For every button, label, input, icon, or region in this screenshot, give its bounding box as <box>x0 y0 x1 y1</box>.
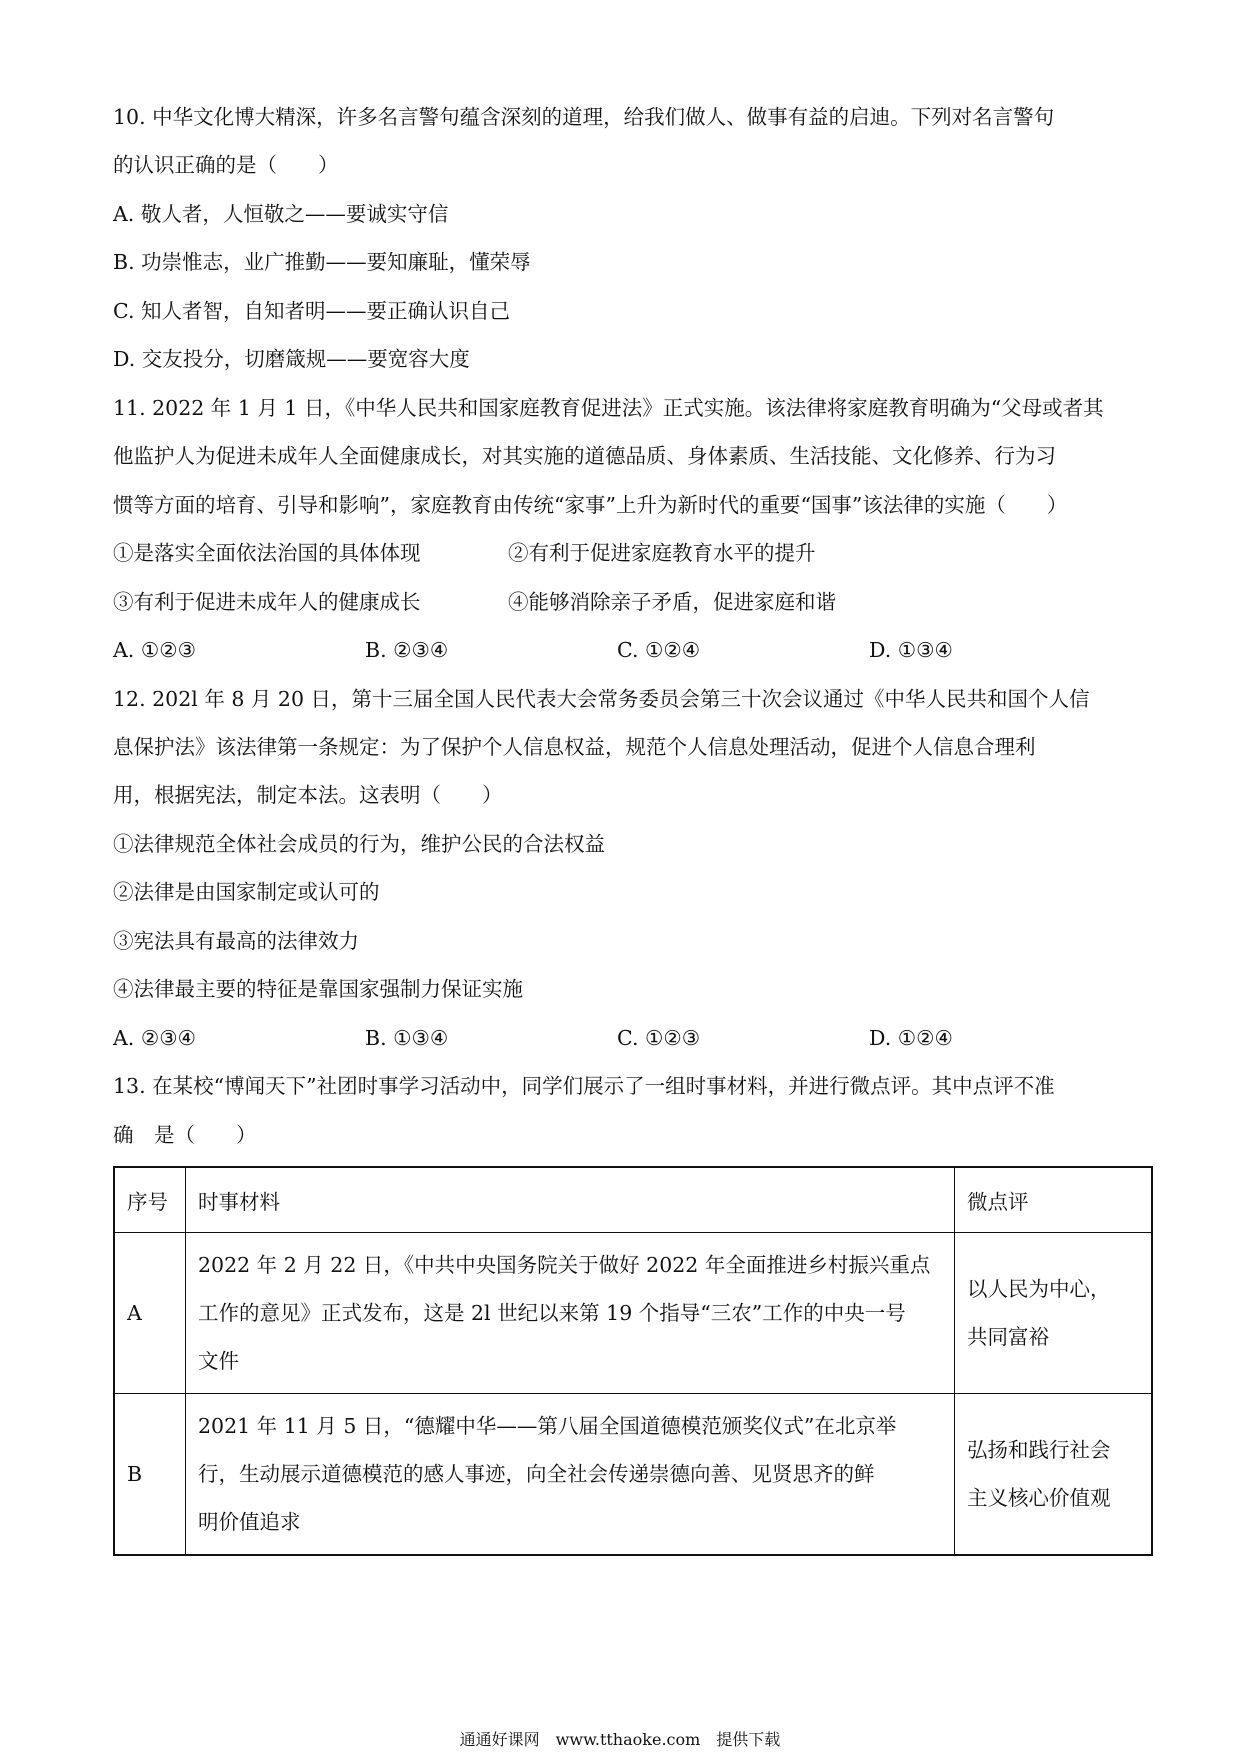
footer-source: 通通好课网 www.tthaoke.com 提供下载 <box>459 1730 781 1749</box>
current-events-table <box>113 1166 1153 1556</box>
q11-statement-4: ④能够消除亲子矛盾，促进家庭和谐 <box>508 590 836 614</box>
q12-statement-2: ②法律是由国家制定或认可的 <box>113 880 380 904</box>
q11-option-b: B. ②③④ <box>365 638 449 662</box>
row-a-comment <box>955 1233 1153 1394</box>
q11-stem-line1: 11. 2022 年 1 月 1 日，《中华人民共和国家庭教育促进法》正式实施。该法律将家庭教育明确为“父母或者其 <box>113 396 1104 420</box>
q10-option-b: B. 功崇惟志，业广推勤——要知廉耻，懂荣辱 <box>113 250 531 274</box>
row-a-material-line: 文件 <box>198 1349 239 1373</box>
q12-statement-4: ④法律最主要的特征是靠国家强制力保证实施 <box>113 977 523 1001</box>
row-b-material-line: 行，生动展示道德模范的感人事迹，向全社会传递崇德向善、见贤思齐的鲜 <box>198 1462 875 1486</box>
row-b-id: B <box>114 1394 186 1556</box>
table-row <box>114 1233 1152 1394</box>
q12-statement-1: ①法律规范全体社会成员的行为，维护公民的合法权益 <box>113 832 605 856</box>
q10-option-c: C. 知人者智，自知者明——要正确认识自己 <box>113 299 510 323</box>
q12-option-a: A. ②③④ <box>113 1026 196 1050</box>
q13-stem-line1: 13. 在某校“博闻天下”社团时事学习活动中，同学们展示了一组时事材料，并进行微点评。其中点评不准 <box>113 1074 1055 1098</box>
row-b-comment <box>955 1394 1153 1556</box>
q11-stem-line2: 他监护人为促进未成年人全面健康成长，对其实施的道德品质、身体素质、生活技能、文化修养、行为习 <box>113 444 1056 468</box>
table-header-material: 时事材料 <box>186 1167 955 1233</box>
q13-stem-line2: 确 是（ ） <box>113 1123 257 1147</box>
row-b-comment-line: 主义核心价值观 <box>967 1486 1111 1510</box>
row-b-comment-line: 弘扬和践行社会 <box>967 1438 1111 1462</box>
q11-statement-3: ③有利于促进未成年人的健康成长 <box>113 590 421 614</box>
q10-stem-line1: 10. 中华文化博大精深，许多名言警句蕴含深刻的道理，给我们做人、做事有益的启迪。下列对名言警句 <box>113 105 1055 129</box>
q12-stem-line2: 息保护法》该法律第一条规定：为了保护个人信息权益，规范个人信息处理活动，促进个人信息合理利 <box>113 735 1036 759</box>
table-header-id: 序号 <box>114 1167 186 1233</box>
q10-option-d: D. 交友投分，切磨箴规——要宽容大度 <box>113 347 470 371</box>
q12-stem-line3: 用，根据宪法，制定本法。这表明（ ） <box>113 783 503 807</box>
row-a-comment-line: 共同富裕 <box>967 1325 1049 1349</box>
row-a-material-line: 2022 年 2 月 22 日，《中共中央国务院关于做好 2022 年全面推进乡村振兴重点 <box>198 1253 931 1277</box>
q11-option-a: A. ①②③ <box>113 638 196 662</box>
q12-stem-line1: 12. 202l 年 8 月 20 日，第十三届全国人民代表大会常务委员会第三十次会议通过《中华人民共和国个人信 <box>113 687 1090 711</box>
q12-option-b: B. ①③④ <box>365 1026 449 1050</box>
row-a-comment-line: 以人民为中心， <box>967 1277 1111 1301</box>
q11-option-c: C. ①②④ <box>617 638 701 662</box>
row-a-id: A <box>114 1233 186 1394</box>
row-b-material-line: 2021 年 11 月 5 日，“德耀中华——第八届全国道德模范颁奖仪式”在北京举 <box>198 1414 897 1438</box>
row-b-material <box>186 1394 955 1556</box>
q12-statement-3: ③宪法具有最高的法律效力 <box>113 929 359 953</box>
q11-statement-2: ②有利于促进家庭教育水平的提升 <box>508 541 816 565</box>
q12-option-d: D. ①②④ <box>869 1026 953 1050</box>
q10-option-a: A. 敬人者，人恒敬之——要诚实守信 <box>113 202 449 226</box>
q11-stem-line3: 惯等方面的培育、引导和影响”，家庭教育由传统“家事”上升为新时代的重要“国事”该法律的实施（ ） <box>113 493 1068 517</box>
q11-option-d: D. ①③④ <box>869 638 953 662</box>
table-row <box>114 1394 1152 1556</box>
q11-statement-1: ①是落实全面依法治国的具体体现 <box>113 541 421 565</box>
table-header-row <box>114 1167 1152 1233</box>
row-a-material <box>186 1233 955 1394</box>
q10-stem-line2: 的认识正确的是（ ） <box>113 153 339 177</box>
q12-option-c: C. ①②③ <box>617 1026 701 1050</box>
row-b-material-line: 明价值追求 <box>198 1510 301 1534</box>
table-header-comment: 微点评 <box>955 1167 1153 1233</box>
row-a-material-line: 工作的意见》正式发布，这是 2l 世纪以来第 19 个指导“三农”工作的中央一号 <box>198 1301 906 1325</box>
